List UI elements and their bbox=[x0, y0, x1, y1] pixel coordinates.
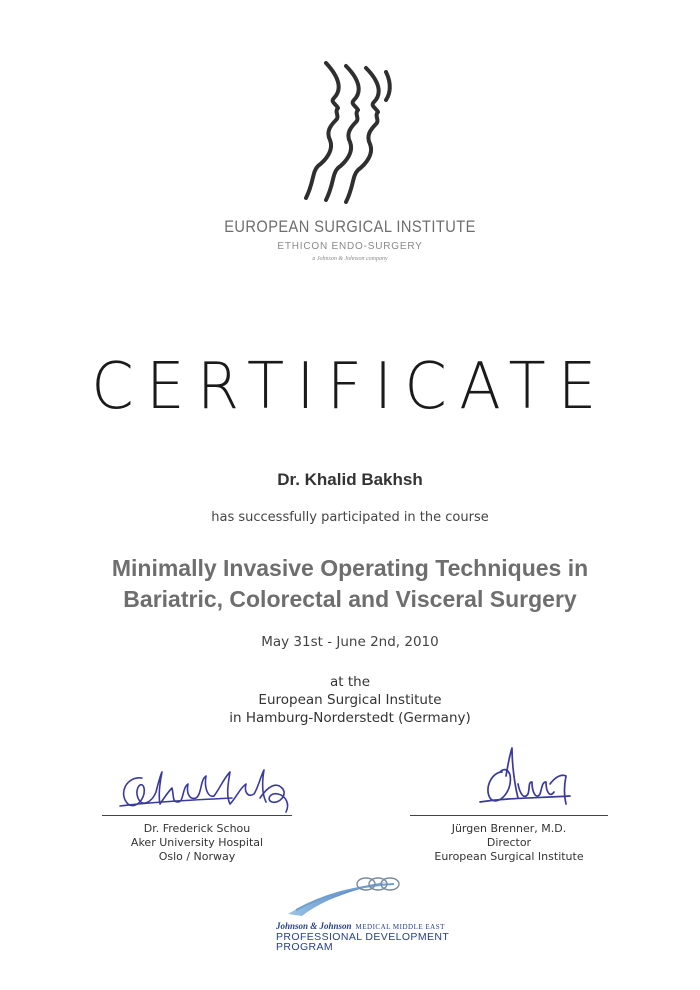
program-name-line: PROFESSIONAL DEVELOPMENT bbox=[276, 931, 450, 943]
left-signature-line bbox=[102, 815, 292, 816]
program-logo-icon bbox=[282, 870, 412, 918]
right-signatory-affiliation: European Surgical Institute bbox=[434, 850, 584, 863]
right-signature-icon bbox=[466, 742, 576, 817]
course-title-line: Bariatric, Colorectal and Visceral Surgery bbox=[123, 586, 577, 612]
certificate-title: CERTIFICATE bbox=[91, 350, 609, 424]
right-signatory-title: Director bbox=[486, 836, 532, 849]
institute-logo-icon bbox=[300, 58, 400, 208]
program-brand: Johnson & Johnson bbox=[276, 921, 352, 931]
venue bbox=[0, 673, 700, 727]
course-title bbox=[0, 553, 700, 615]
participation-text: has successfully participated in the course bbox=[211, 510, 489, 525]
program-name-line: PROGRAM bbox=[276, 941, 334, 953]
program-name bbox=[276, 932, 449, 952]
right-signatory bbox=[410, 822, 608, 864]
course-dates: May 31st - June 2nd, 2010 bbox=[261, 634, 439, 650]
institute-name: EUROPEAN SURGICAL INSTITUTE bbox=[224, 217, 476, 236]
venue-line: European Surgical Institute bbox=[258, 692, 442, 708]
venue-line: at the bbox=[329, 674, 370, 690]
left-signatory-affiliation: Aker University Hospital bbox=[130, 836, 264, 849]
right-signatory-name: Jürgen Brenner, M.D. bbox=[451, 822, 567, 835]
institute-subtitle: ETHICON ENDO-SURGERY bbox=[277, 241, 423, 252]
course-title-line: Minimally Invasive Operating Techniques in bbox=[111, 555, 589, 581]
institute-company-note: a Johnson & Johnson company bbox=[312, 256, 388, 262]
left-signatory bbox=[102, 822, 292, 864]
right-signature-line bbox=[410, 815, 608, 816]
left-signatory-name: Dr. Frederick Schou bbox=[143, 822, 251, 835]
program-region: MEDICAL MIDDLE EAST bbox=[355, 923, 445, 931]
venue-line: in Hamburg-Norderstedt (Germany) bbox=[229, 710, 471, 726]
program-brand-line bbox=[276, 921, 445, 931]
left-signature-icon bbox=[112, 758, 297, 820]
left-signatory-location: Oslo / Norway bbox=[158, 850, 236, 863]
recipient-name: Dr. Khalid Bakhsh bbox=[277, 470, 423, 489]
